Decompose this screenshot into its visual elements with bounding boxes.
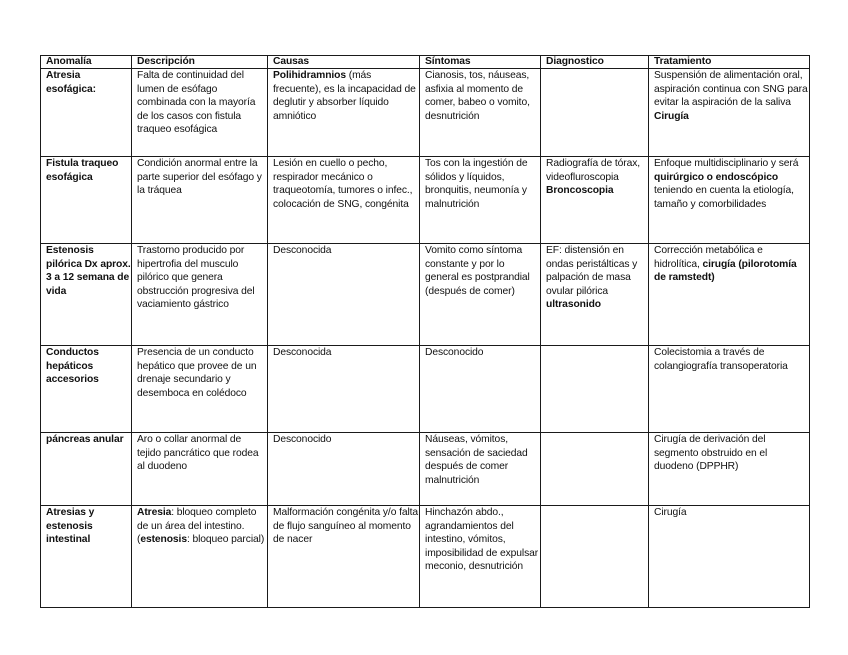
header-sintomas: Síntomas (420, 56, 541, 69)
cell-text: teniendo en cuenta la etiología, tamaño y comorbilidades (654, 185, 794, 210)
cell-sintomas (420, 506, 541, 608)
cell-descripcion (132, 244, 268, 346)
cell-text: Desconocida (273, 347, 332, 358)
cell-text: EF: distensión en ondas peristálticas y palpación de masa ovular pilórica (546, 245, 638, 297)
cell-text: Náuseas, vómitos, sensación de saciedad después de comer malnutrición (425, 434, 528, 486)
table-row (41, 69, 810, 157)
cell-text: (más frecuente), es la incapacidad de deglutir y absorber líquido amniótico (273, 70, 416, 122)
cell-text: Condición anormal entre la parte superior del esófago y la tráquea (137, 158, 262, 197)
cell-descripcion (132, 69, 268, 157)
cell-descripcion (132, 506, 268, 608)
cell-anomalia (41, 244, 132, 346)
header-descripcion: Descripción (132, 56, 268, 69)
cell-text: cirugía (pilorotomía de ramstedt) (654, 258, 797, 284)
cell-text: Atresia esofágica: (46, 70, 96, 95)
cell-text: Enfoque multidisciplinario y será (654, 158, 799, 169)
cell-text: Broncoscopia (546, 185, 614, 197)
cell-diagnostico (541, 244, 649, 346)
cell-text: : bloqueo completo de un área del intestino. ( (137, 507, 257, 546)
cell-causas (268, 69, 420, 157)
cell-text: Fistula traqueo esofágica (46, 158, 119, 183)
cell-text: Cianosis, tos, náuseas, asfixia al momento de comer, babeo o vomito, desnutrición (425, 70, 530, 122)
cell-tratamiento (649, 433, 810, 506)
cell-text: Aro o collar anormal de tejido pancrático que rodea al duodeno (137, 434, 259, 473)
cell-text: Conductos hepáticos accesorios (46, 347, 99, 386)
cell-text: Atresias y estenosis intestinal (46, 507, 95, 546)
cell-text: Estenosis pilórica (46, 245, 94, 270)
cell-tratamiento (649, 157, 810, 244)
cell-text: ultrasonido (546, 299, 601, 311)
table-row (41, 244, 810, 346)
cell-text: 3 a 12 semana de vida (46, 272, 130, 297)
table-row (41, 433, 810, 506)
cell-text: : bloqueo parcial) (186, 534, 265, 546)
cell-text: Desconocido (273, 434, 332, 445)
cell-anomalia (41, 69, 132, 157)
cell-descripcion (132, 433, 268, 506)
cell-text: Malformación congénita y/o falta de flujo sanguíneo al momento de nacer (273, 507, 419, 546)
header-anomalia: Anomalía (41, 56, 132, 69)
cell-text: Cirugía (654, 507, 687, 518)
cell-text: Colecistomia a través de colangiografía transoperatoria (654, 347, 788, 372)
cell-causas (268, 506, 420, 608)
cell-descripcion (132, 157, 268, 244)
cell-text: Dx aprox. (81, 258, 131, 270)
table-row (41, 506, 810, 608)
cell-diagnostico (541, 346, 649, 433)
cell-diagnostico (541, 157, 649, 244)
cell-anomalia (41, 433, 132, 506)
cell-text: Cirugía de derivación del segmento obstruido en el duodeno (DPPHR) (654, 434, 768, 473)
cell-tratamiento (649, 69, 810, 157)
cell-text: Trastorno producido por hipertrofia del musculo pilórico que genera obstrucción progresiva del vaciamiento gástrico (137, 245, 255, 311)
cell-sintomas (420, 69, 541, 157)
cell-text: Hinchazón abdo., agrandamientos del intestino, vómitos, imposibilidad de expulsar meconio, desnutrición (425, 507, 539, 573)
cell-text: Suspensión de alimentación oral, aspiración continua con SNG para evitar la aspiración de la saliva (654, 70, 808, 109)
cell-sintomas (420, 346, 541, 433)
cell-text: Cirugía (654, 110, 689, 122)
header-row (41, 56, 810, 69)
cell-text: Vomito como síntoma constante y por lo general es postprandial (después de comer) (425, 245, 530, 297)
cell-sintomas (420, 244, 541, 346)
cell-sintomas (420, 157, 541, 244)
cell-causas (268, 157, 420, 244)
cell-text: Falta de continuidad del lumen de esófago combinada con la mayoría de los casos con fistula traqueo esofágica (137, 70, 256, 136)
cell-text: Desconocido (425, 347, 484, 358)
cell-diagnostico (541, 433, 649, 506)
cell-causas (268, 244, 420, 346)
anomalies-table (40, 55, 810, 608)
cell-sintomas (420, 433, 541, 506)
cell-text: Desconocida (273, 245, 332, 256)
header-diagnostico: Diagnostico (541, 56, 649, 69)
table-row (41, 157, 810, 244)
cell-text: Radiografía de tórax, videofluroscopia (546, 158, 641, 183)
cell-text: estenosis (140, 534, 187, 546)
header-tratamiento: Tratamiento (649, 56, 810, 69)
cell-tratamiento (649, 346, 810, 433)
cell-anomalia (41, 157, 132, 244)
cell-causas (268, 346, 420, 433)
cell-tratamiento (649, 244, 810, 346)
cell-text: Tos con la ingestión de sólidos y líquidos, bronquitis, neumonía y malnutrición (425, 158, 528, 210)
cell-tratamiento (649, 506, 810, 608)
cell-diagnostico (541, 69, 649, 157)
cell-text: Lesión en cuello o pecho, respirador mecánico o traqueotomía, tumores o infec., colocación de SNG, congénita (273, 158, 413, 210)
cell-text: Polihidramnios (273, 70, 346, 81)
cell-text: páncreas anular (46, 434, 124, 445)
cell-anomalia (41, 346, 132, 433)
cell-diagnostico (541, 506, 649, 608)
cell-text: Corrección metabólica e hidrolítica, (654, 245, 763, 270)
cell-text: Presencia de un conducto hepático que provee de un drenaje secundario y desemboca en colédoco (137, 347, 257, 399)
table-row (41, 346, 810, 433)
cell-text: quirúrgico o endoscópico (654, 171, 779, 183)
cell-anomalia (41, 506, 132, 608)
header-causas: Causas (268, 56, 420, 69)
cell-descripcion (132, 346, 268, 433)
cell-causas (268, 433, 420, 506)
cell-text: Atresia (137, 507, 172, 518)
